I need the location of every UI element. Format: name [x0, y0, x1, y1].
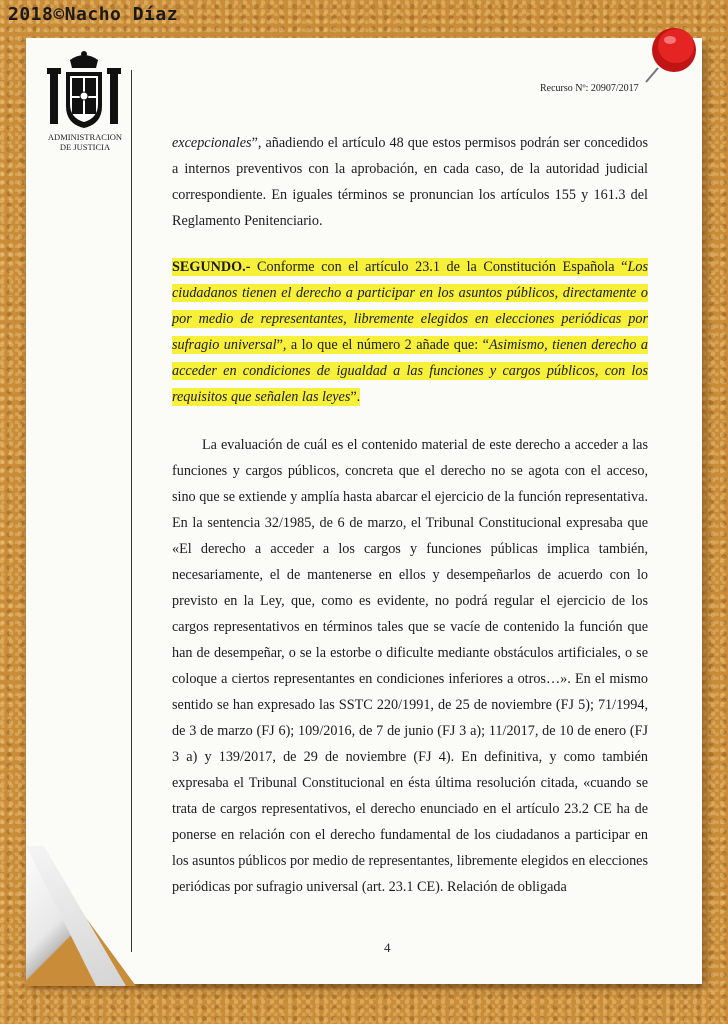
case-number: Recurso Nº: 20907/2017 — [540, 83, 639, 94]
institution-line-1: ADMINISTRACION — [47, 132, 123, 142]
paragraph-1-italic: excepcionales — [172, 135, 252, 151]
institution-label — [40, 132, 130, 152]
paragraph-2-highlighted — [172, 254, 648, 410]
paragraph-2-text-a: Conforme con el artículo 23.1 de la Constitución Española “ — [250, 259, 628, 275]
watermark: 2018©Nacho Díaz — [8, 4, 179, 25]
institution-line-2: DE JUSTICIA — [59, 142, 111, 152]
paragraph-1-text: ”, añadiendo el artículo 48 que estos permisos podrán ser concedidos a internos preventivos con la aprobación, en cada caso, de la autoridad judicial correspondiente. En iguales términos se pronuncian los artículos 155 y 161.3 del Reglamento Penitenciario. — [172, 135, 648, 229]
page-number: 4 — [384, 940, 391, 955]
paragraph-2-text-e: ”. — [350, 389, 361, 405]
paragraph-3: La evaluación de cuál es el contenido material de este derecho a acceder a las funciones y cargos públicos, concreta que el derecho no se agota con el acceso, sino que se extiende y amplía hasta abarcar el ejercicio de la función representativa. En la sentencia 32/1985, de 6 de marzo, el Tribunal Constitucional expresaba que «El derecho a acceder a los cargos y funciones públicas implica también, necesariamente, el de mantenerse en ellos y desempeñarlos de acuerdo con lo previsto en la Ley, que, como es evidente, no podrá regular el ejercicio de los cargos representativos en términos tales que se vacíe de contenido la función que han de desempeñar, o se la estorbe o dificulte mediante obstáculos artificiales, o se coloque a ciertos representantes en condiciones inferiores a otros…». En el mismo sentido se han expresado las SSTC 220/1991, de 25 de noviembre (FJ 5); 71/1994, de 3 de marzo (FJ 6); 109/2016, de 7 de junio (FJ 3 a); 11/2017, de 10 de enero (FJ 3 a) y 139/2017, de 29 de noviembre (FJ 4). En definitiva, y como también expresaba el Tribunal Constitucional en ésta última resolución citada, «cuando se trata de cargos representativos, el derecho enunciado en el artículo 23.2 CE ha de ponerse en relación con el derecho fundamental de los ciudadanos a participar en los asuntos públicos por medio de representantes, libremente elegidos en elecciones periódicas por sufragio universal (art. 23.1 CE). Relación de obligada — [172, 437, 648, 895]
document-body — [172, 130, 648, 900]
pushpin-icon — [640, 20, 700, 90]
coat-of-arms-icon — [44, 50, 124, 132]
paragraph-2-quote-2: Asimismo, tienen derecho a acceder en condiciones de igualdad a las funciones y cargos públicos, con los requisitos que señalen las leyes — [172, 337, 648, 405]
margin-rule — [131, 70, 132, 952]
paragraph-2-quote-1: Los ciudadanos tienen el derecho a participar en los asuntos públicos, directamente o por medio de representantes, libremente elegidos en elecciones periódicas por sufragio universal — [172, 259, 648, 353]
section-heading: SEGUNDO.- — [172, 259, 251, 275]
paragraph-1 — [172, 130, 648, 234]
paragraph-2-text-c: ”, a lo que el número 2 añade que: “ — [276, 337, 489, 353]
